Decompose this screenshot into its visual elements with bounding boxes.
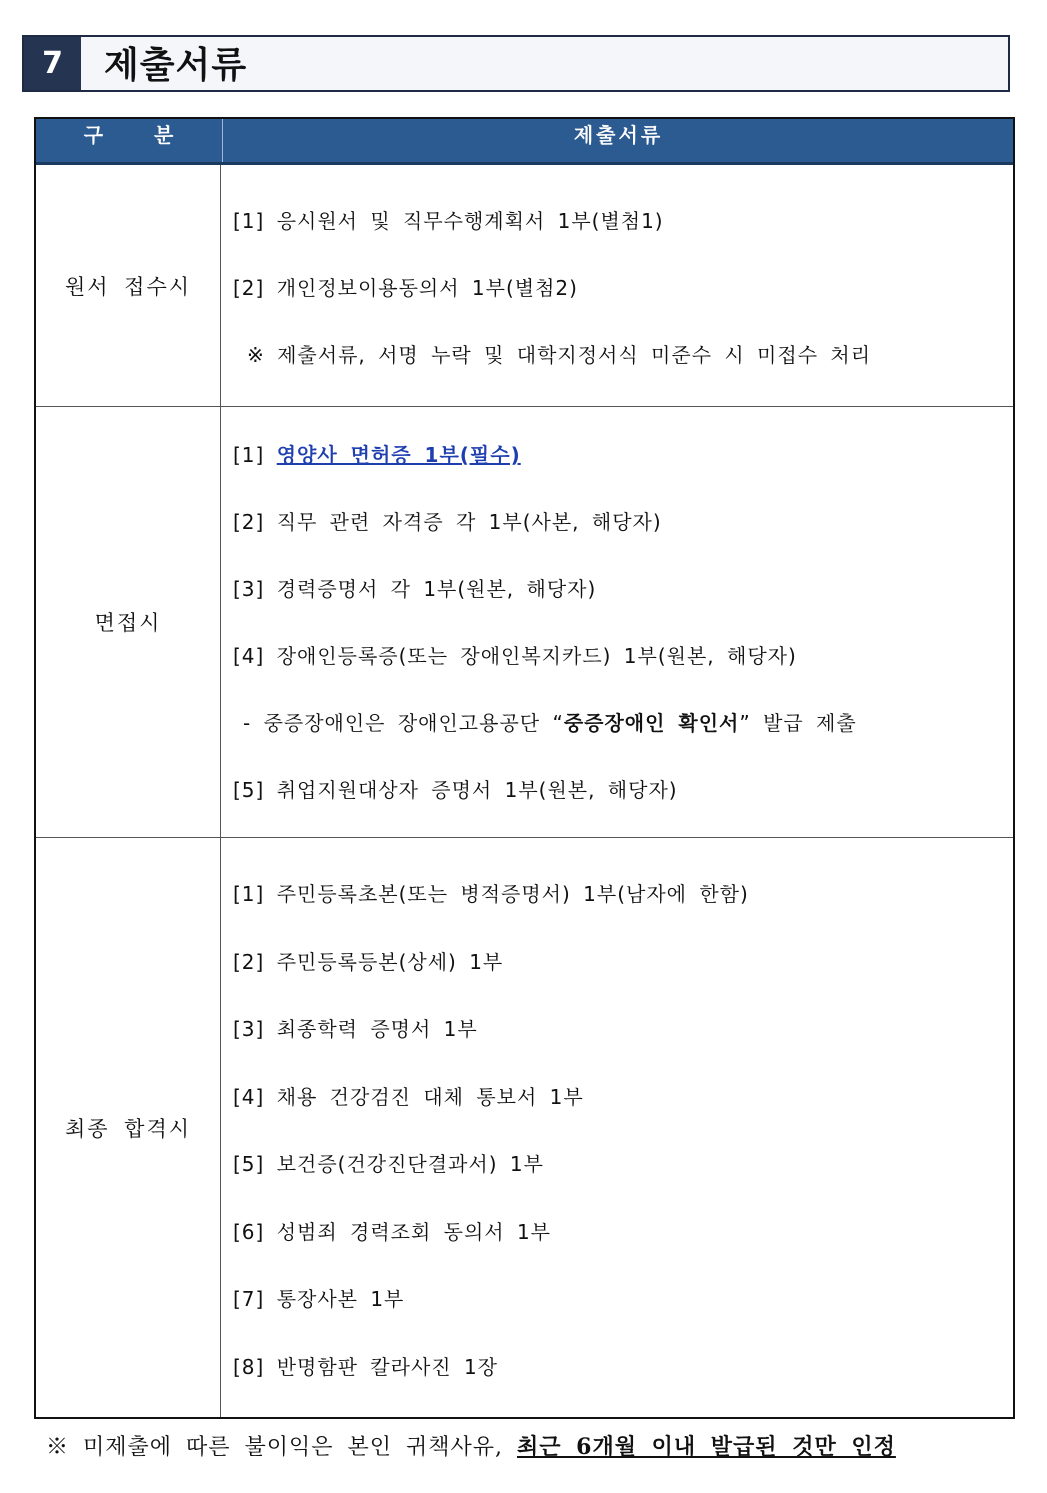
list-item [233,439,521,468]
list-item: [1] 응시원서 및 직무수행계획서 1부(별첨1) [233,209,664,233]
list-item: [1] 주민등록초본(또는 병적증명서) 1부(남자에 한함) [233,882,749,906]
list-item: [4] 장애인등록증(또는 장애인복지카드) 1부(원본, 해당자) [233,644,797,668]
list-item: [2] 주민등록등본(상세) 1부 [233,950,504,974]
table-row-application [36,165,1013,407]
footer-note [46,1430,896,1461]
list-item: [3] 경력증명서 각 1부(원본, 해당자) [233,577,597,601]
sub-suffix: ” 발급 제출 [739,711,857,735]
section-title: 제출서류 [104,45,248,86]
sub-emph: 중증장애인 확인서 [563,711,740,735]
list-item: [7] 통장사본 1부 [233,1287,405,1311]
footer-emph: 최근 6개월 이내 발급된 것만 인정 [517,1434,896,1460]
note-item: ※ 제출서류, 서명 누락 및 대학지정서식 미준수 시 미접수 처리 [247,343,872,367]
list-item: [2] 직무 관련 자격증 각 1부(사본, 해당자) [233,510,662,534]
sub-item [243,707,857,736]
list-item: [6] 성범죄 경력조회 동의서 1부 [233,1220,552,1244]
list-item: [3] 최종학력 증명서 1부 [233,1017,478,1041]
category-cell: 최종 합격시 [36,838,221,1417]
header-category: 구 분 [83,123,196,147]
list-item: [2] 개인정보이용동의서 1부(별첨2) [233,276,578,300]
section-number: 7 [24,37,81,90]
table-row-final [36,838,1013,1417]
section-header [22,35,1010,92]
table-row-interview [36,407,1013,838]
list-item: [4] 채용 건강검진 대체 통보서 1부 [233,1085,584,1109]
item-prefix: [1] [233,443,265,467]
list-item: [8] 반명함판 칼라사진 1장 [233,1355,499,1379]
header-documents: 제출서류 [222,119,1014,162]
category-cell: 면접시 [36,407,221,837]
category-cell: 원서 접수시 [36,165,221,406]
footer-prefix: ※ 미제출에 따른 불이익은 본인 귀책사유, [46,1435,517,1460]
required-license-text: 영양사 면허증 1부(필수) [276,443,521,467]
table-header [36,119,1013,165]
list-item: [5] 취업지원대상자 증명서 1부(원본, 해당자) [233,778,678,802]
documents-table [34,117,1015,1419]
sub-prefix: - 중증장애인은 장애인고용공단 “ [243,711,564,735]
list-item: [5] 보건증(건강진단결과서) 1부 [233,1152,544,1176]
